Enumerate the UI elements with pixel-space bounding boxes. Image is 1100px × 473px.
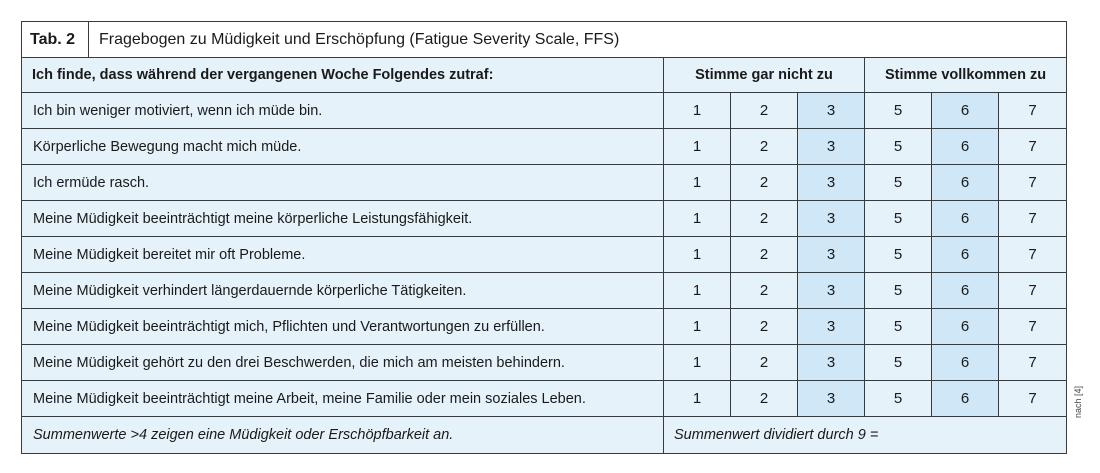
question-text: Meine Müdigkeit beeinträchtigt meine Arbeit, meine Familie oder mein soziales Leben.	[22, 381, 664, 417]
scale-option-2[interactable]: 2	[731, 345, 798, 381]
scale-option-6[interactable]: 6	[932, 93, 999, 129]
fatigue-severity-table	[21, 21, 1067, 454]
scale-option-3[interactable]: 3	[798, 201, 865, 237]
scale-option-7[interactable]: 7	[999, 345, 1067, 381]
scale-option-1[interactable]: 1	[664, 345, 731, 381]
scale-option-5[interactable]: 5	[865, 165, 932, 201]
scale-option-5[interactable]: 5	[865, 381, 932, 417]
table-row	[22, 129, 1067, 165]
scale-option-2[interactable]: 2	[731, 201, 798, 237]
scale-option-7[interactable]: 7	[999, 165, 1067, 201]
scale-option-7[interactable]: 7	[999, 93, 1067, 129]
fatigue-table-container	[21, 21, 1066, 454]
scale-option-3[interactable]: 3	[798, 129, 865, 165]
question-text: Meine Müdigkeit gehört zu den drei Beschwerden, die mich am meisten behindern.	[22, 345, 664, 381]
scale-option-5[interactable]: 5	[865, 309, 932, 345]
scale-option-1[interactable]: 1	[664, 309, 731, 345]
scale-option-6[interactable]: 6	[932, 381, 999, 417]
scale-option-5[interactable]: 5	[865, 237, 932, 273]
scale-option-2[interactable]: 2	[731, 309, 798, 345]
scale-option-3[interactable]: 3	[798, 93, 865, 129]
table-row	[22, 201, 1067, 237]
scale-option-3[interactable]: 3	[798, 273, 865, 309]
question-text: Ich ermüde rasch.	[22, 165, 664, 201]
scale-option-6[interactable]: 6	[932, 309, 999, 345]
table-row	[22, 237, 1067, 273]
table-title-row	[22, 22, 1067, 58]
scale-option-1[interactable]: 1	[664, 129, 731, 165]
scale-option-5[interactable]: 5	[865, 345, 932, 381]
table-footer-row	[22, 417, 1067, 454]
scale-high-header: Stimme vollkommen zu	[865, 58, 1067, 93]
table-header-row	[22, 58, 1067, 93]
question-text: Meine Müdigkeit beeinträchtigt meine körperliche Leistungsfähigkeit.	[22, 201, 664, 237]
scale-option-1[interactable]: 1	[664, 273, 731, 309]
scale-option-5[interactable]: 5	[865, 93, 932, 129]
scale-option-6[interactable]: 6	[932, 129, 999, 165]
scale-low-header: Stimme gar nicht zu	[664, 58, 865, 93]
table-row	[22, 345, 1067, 381]
scale-option-1[interactable]: 1	[664, 237, 731, 273]
scale-option-1[interactable]: 1	[664, 381, 731, 417]
scale-option-6[interactable]: 6	[932, 273, 999, 309]
scale-option-2[interactable]: 2	[731, 381, 798, 417]
scale-option-2[interactable]: 2	[731, 129, 798, 165]
scale-option-5[interactable]: 5	[865, 201, 932, 237]
scale-option-7[interactable]: 7	[999, 309, 1067, 345]
scale-option-1[interactable]: 1	[664, 93, 731, 129]
scale-option-3[interactable]: 3	[798, 381, 865, 417]
footer-interpretation: Summenwerte >4 zeigen eine Müdigkeit oder Erschöpfbarkeit an.	[22, 417, 664, 454]
scale-option-1[interactable]: 1	[664, 201, 731, 237]
scale-option-3[interactable]: 3	[798, 345, 865, 381]
scale-option-2[interactable]: 2	[731, 93, 798, 129]
scale-option-7[interactable]: 7	[999, 237, 1067, 273]
scale-option-6[interactable]: 6	[932, 201, 999, 237]
scale-option-7[interactable]: 7	[999, 201, 1067, 237]
scale-option-3[interactable]: 3	[798, 309, 865, 345]
scale-option-2[interactable]: 2	[731, 237, 798, 273]
scale-option-3[interactable]: 3	[798, 165, 865, 201]
scale-option-1[interactable]: 1	[664, 165, 731, 201]
question-text: Meine Müdigkeit bereitet mir oft Probleme.	[22, 237, 664, 273]
scale-option-7[interactable]: 7	[999, 381, 1067, 417]
question-text: Körperliche Bewegung macht mich müde.	[22, 129, 664, 165]
scale-option-3[interactable]: 3	[798, 237, 865, 273]
scale-option-2[interactable]: 2	[731, 165, 798, 201]
question-text: Meine Müdigkeit verhindert längerdauernde körperliche Tätigkeiten.	[22, 273, 664, 309]
scale-option-5[interactable]: 5	[865, 273, 932, 309]
source-note: nach [4]	[1073, 385, 1083, 418]
scale-option-6[interactable]: 6	[932, 165, 999, 201]
scale-option-5[interactable]: 5	[865, 129, 932, 165]
table-row	[22, 165, 1067, 201]
table-row	[22, 381, 1067, 417]
scale-option-6[interactable]: 6	[932, 237, 999, 273]
scale-option-2[interactable]: 2	[731, 273, 798, 309]
question-text: Ich bin weniger motiviert, wenn ich müde bin.	[22, 93, 664, 129]
scale-option-7[interactable]: 7	[999, 273, 1067, 309]
scale-option-6[interactable]: 6	[932, 345, 999, 381]
question-header: Ich finde, dass während der vergangenen Woche Folgendes zutraf:	[22, 58, 664, 93]
scale-option-7[interactable]: 7	[999, 129, 1067, 165]
table-row	[22, 273, 1067, 309]
footer-sum-formula: Summenwert dividiert durch 9 =	[664, 417, 1067, 454]
question-text: Meine Müdigkeit beeinträchtigt mich, Pflichten und Verantwortungen zu erfüllen.	[22, 309, 664, 345]
table-title: Fragebogen zu Müdigkeit und Erschöpfung (Fatigue Severity Scale, FFS)	[89, 22, 1067, 58]
table-row	[22, 309, 1067, 345]
table-number: Tab. 2	[22, 22, 89, 58]
table-row	[22, 93, 1067, 129]
